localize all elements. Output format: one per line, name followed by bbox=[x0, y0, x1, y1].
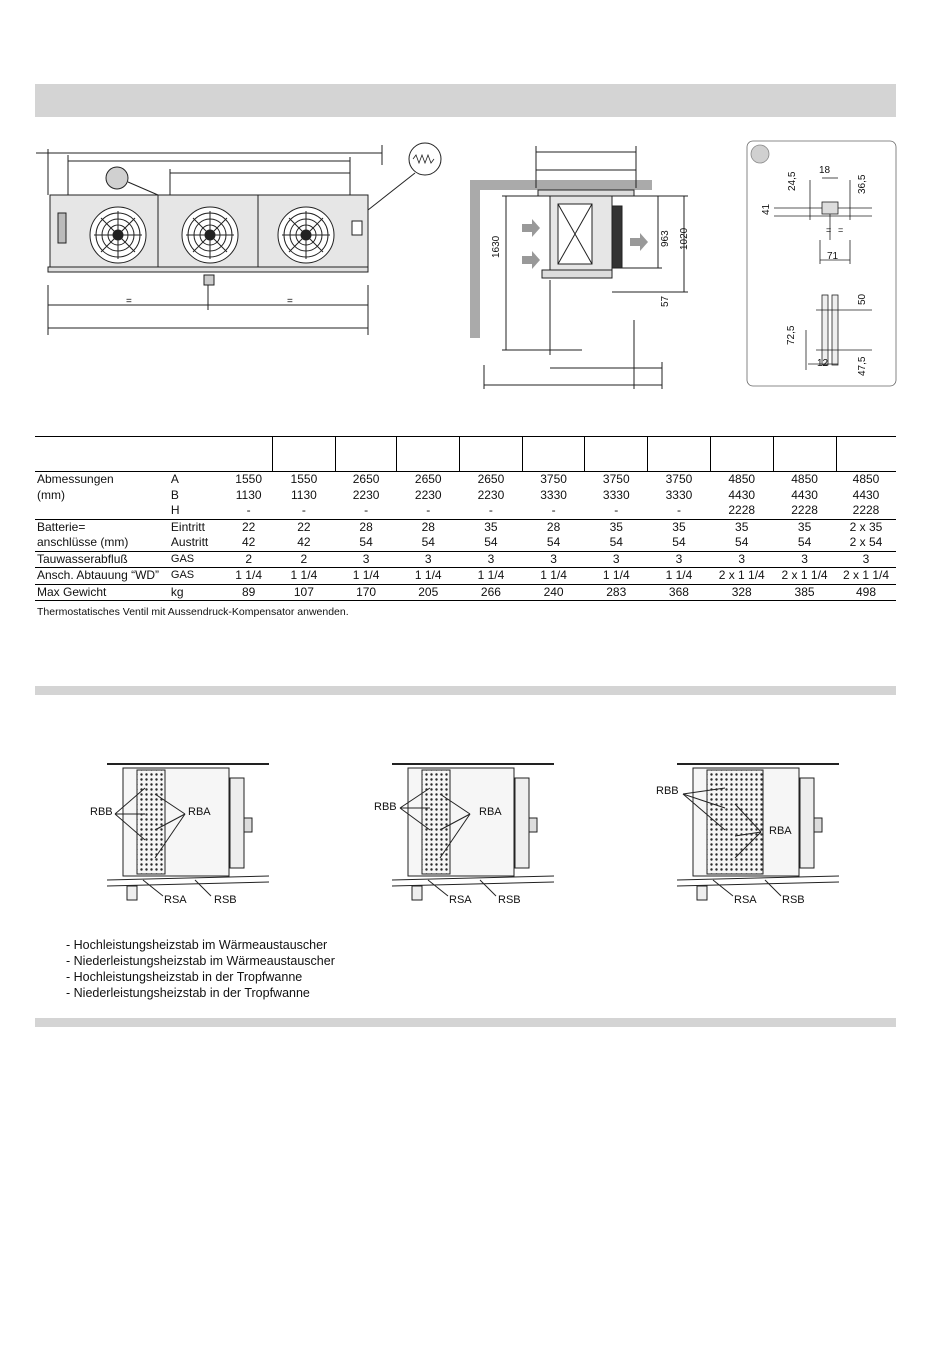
table-note: Thermostatisches Ventil mit Aussendruck-Kompensator anwenden. bbox=[37, 606, 349, 618]
table-row bbox=[35, 584, 896, 601]
table-cell: 1 1/4 bbox=[397, 568, 460, 585]
table-cell: 3 bbox=[460, 551, 523, 568]
table-cell: 22 bbox=[241, 519, 256, 534]
legend-item: - Hochleistungsheizstab im Wärmeaustauscher bbox=[66, 938, 328, 952]
table-cell: 3 bbox=[773, 551, 836, 568]
table-cell: 3750 bbox=[665, 472, 693, 487]
table-cell: - bbox=[585, 503, 648, 519]
table-cell: 3330 bbox=[665, 487, 693, 502]
electrical-box-icon bbox=[352, 221, 362, 235]
fan-icon bbox=[90, 207, 146, 263]
table-cell: 54 bbox=[585, 535, 648, 551]
table-cell: 1 1/4 bbox=[225, 568, 273, 585]
dim-18: 18 bbox=[819, 165, 831, 176]
table-cell: 3750 bbox=[602, 472, 630, 487]
heater-diagrams bbox=[85, 758, 885, 913]
dim-36-5: 36,5 bbox=[857, 174, 868, 194]
callout-circle bbox=[106, 167, 128, 189]
table-cell: 3 bbox=[522, 551, 585, 568]
table-cell: 54 bbox=[335, 535, 397, 551]
row-sub-label: Eintritt bbox=[170, 519, 205, 534]
table-cell: - bbox=[225, 503, 273, 519]
fan-icon bbox=[278, 207, 334, 263]
table-cell: 54 bbox=[460, 535, 523, 551]
table-cell: 3330 bbox=[602, 487, 630, 502]
table-cell: 2 bbox=[273, 551, 336, 568]
table-cell: - bbox=[397, 503, 460, 519]
dim-1020: 1020 bbox=[679, 227, 690, 250]
detail-view-drawing bbox=[746, 140, 898, 388]
table-cell: 368 bbox=[648, 584, 711, 601]
row-label: Ansch. Abtauung “WD” bbox=[35, 568, 169, 585]
table-cell: 89 bbox=[225, 584, 273, 601]
dim-57: 57 bbox=[660, 295, 671, 307]
label-rbb: RBB bbox=[656, 785, 679, 797]
table-cell: 42 bbox=[273, 535, 336, 551]
label-rsb: RSB bbox=[214, 894, 237, 906]
table-cell: 266 bbox=[460, 584, 523, 601]
table-cell: 2 x 54 bbox=[836, 535, 896, 551]
dim-71: 71 bbox=[827, 251, 839, 262]
table-cell: 2 x 1 1/4 bbox=[773, 568, 836, 585]
table-cell: 2650 bbox=[414, 472, 442, 487]
table-row bbox=[35, 503, 896, 519]
dim-963: 963 bbox=[660, 230, 671, 247]
table-row bbox=[35, 519, 896, 535]
table-cell: - bbox=[522, 503, 585, 519]
detail-callout-circle bbox=[751, 145, 769, 163]
table-cell: 3 bbox=[335, 551, 397, 568]
table-cell: 1550 bbox=[290, 472, 318, 487]
airflow-arrow-icon bbox=[630, 233, 648, 251]
table-cell: 2230 bbox=[477, 487, 505, 502]
legend-item: - Niederleistungsheizstab im Wärmeaustauscher bbox=[66, 954, 335, 968]
table-cell: 54 bbox=[710, 535, 773, 551]
bottom-equal-right: = bbox=[287, 296, 293, 307]
section-header-band-3 bbox=[35, 1018, 896, 1027]
table-cell: 2228 bbox=[773, 503, 836, 519]
table-cell: - bbox=[335, 503, 397, 519]
table-cell: 240 bbox=[522, 584, 585, 601]
table-cell: 35 bbox=[484, 519, 498, 534]
front-view-drawing bbox=[30, 135, 450, 350]
table-cell: - bbox=[648, 503, 711, 519]
table-cell: 2 x 1 1/4 bbox=[710, 568, 773, 585]
label-rbb: RBB bbox=[374, 801, 397, 813]
table-cell: 107 bbox=[273, 584, 336, 601]
label-rsa: RSA bbox=[734, 894, 757, 906]
dim-1630: 1630 bbox=[491, 235, 502, 258]
table-cell: 2 bbox=[225, 551, 273, 568]
table-cell: 1130 bbox=[235, 487, 262, 502]
table-cell: 54 bbox=[397, 535, 460, 551]
table-cell: 42 bbox=[225, 535, 273, 551]
dim-41: 41 bbox=[761, 203, 772, 215]
table-cell: 54 bbox=[773, 535, 836, 551]
valve-icon bbox=[58, 213, 66, 243]
table-cell: 1 1/4 bbox=[335, 568, 397, 585]
table-cell: 28 bbox=[546, 519, 561, 534]
table-cell: 22 bbox=[297, 519, 311, 534]
side-view-drawing bbox=[462, 140, 702, 390]
table-cell: 3 bbox=[585, 551, 648, 568]
table-header-row bbox=[35, 437, 896, 472]
table-cell: 3 bbox=[397, 551, 460, 568]
table-cell: 4850 bbox=[852, 472, 880, 487]
dim-50: 50 bbox=[857, 293, 868, 305]
row-sub-label: Austritt bbox=[169, 535, 225, 551]
table-cell: 4430 bbox=[791, 487, 818, 502]
table-cell: 385 bbox=[773, 584, 836, 601]
dim-72-5: 72,5 bbox=[786, 325, 797, 345]
table-cell: 3330 bbox=[540, 487, 567, 502]
table-cell: 328 bbox=[710, 584, 773, 601]
table-cell: 1 1/4 bbox=[585, 568, 648, 585]
fan-icon bbox=[182, 207, 238, 263]
legend-item: - Hochleistungsheizstab in der Tropfwanne bbox=[66, 970, 303, 984]
heater-diagram-2 bbox=[392, 764, 554, 900]
table-cell: 35 bbox=[735, 519, 749, 534]
table-cell: 1550 bbox=[235, 472, 262, 487]
airflow-arrow-icon bbox=[522, 219, 540, 237]
table-cell: 2230 bbox=[414, 487, 442, 502]
table-cell: 1130 bbox=[290, 487, 317, 502]
table-cell: 1 1/4 bbox=[648, 568, 711, 585]
table-cell: 3 bbox=[648, 551, 711, 568]
section-header-band-2 bbox=[35, 686, 896, 695]
table-row bbox=[35, 551, 896, 568]
heater-diagram-1 bbox=[107, 764, 269, 900]
airflow-arrow-icon bbox=[522, 251, 540, 269]
label-rsb: RSB bbox=[498, 894, 521, 906]
row-sub-label: kg bbox=[169, 584, 225, 601]
row-label: (mm) bbox=[37, 487, 65, 502]
table-row bbox=[35, 535, 896, 551]
table-cell: 54 bbox=[648, 535, 711, 551]
row-sub-label: A bbox=[170, 472, 179, 487]
dim-47-5: 47,5 bbox=[857, 356, 868, 376]
table-cell: 35 bbox=[672, 519, 686, 534]
table-cell: 4850 bbox=[791, 472, 818, 487]
label-rsa: RSA bbox=[164, 894, 187, 906]
label-rsa: RSA bbox=[449, 894, 472, 906]
table-row bbox=[35, 568, 896, 585]
legend-item: - Niederleistungsheizstab in der Tropfwanne bbox=[66, 986, 310, 1000]
table-row bbox=[35, 472, 896, 488]
spec-table bbox=[35, 436, 896, 601]
heater-legend bbox=[66, 937, 335, 1001]
row-label bbox=[35, 503, 169, 519]
row-sub-label: H bbox=[169, 503, 225, 519]
row-sub-label: GAS bbox=[169, 551, 225, 568]
table-cell: 1 1/4 bbox=[273, 568, 336, 585]
row-label: Abmessungen bbox=[37, 472, 114, 487]
heater-detail-callout bbox=[409, 143, 441, 175]
row-sub-label: B bbox=[170, 487, 179, 502]
row-label: Batterie= bbox=[37, 519, 86, 534]
row-label: Tauwasserabfluß bbox=[35, 551, 169, 568]
table-cell: 1 1/4 bbox=[522, 568, 585, 585]
table-cell: 4430 bbox=[728, 487, 756, 502]
bottom-equal-left: = bbox=[126, 296, 132, 307]
table-cell: 3 bbox=[710, 551, 773, 568]
table-cell: 28 bbox=[359, 519, 373, 534]
table-cell: 283 bbox=[585, 584, 648, 601]
table-row bbox=[35, 488, 896, 504]
label-rba: RBA bbox=[769, 825, 792, 837]
table-cell: 3 bbox=[836, 551, 896, 568]
table-cell: 28 bbox=[421, 519, 435, 534]
row-label: Max Gewicht bbox=[35, 584, 169, 601]
table-cell: 54 bbox=[522, 535, 585, 551]
table-cell: - bbox=[460, 503, 523, 519]
section-header-band-1 bbox=[35, 84, 896, 117]
dim-eq2: = bbox=[838, 225, 844, 235]
table-cell: 2 x 1 1/4 bbox=[836, 568, 896, 585]
table-cell: 2650 bbox=[477, 472, 505, 487]
table-cell: 1 1/4 bbox=[460, 568, 523, 585]
label-rbb: RBB bbox=[90, 806, 113, 818]
table-cell: 2228 bbox=[836, 503, 896, 519]
label-rba: RBA bbox=[188, 806, 211, 818]
table-cell: 2228 bbox=[710, 503, 773, 519]
table-cell: - bbox=[273, 503, 336, 519]
table-cell: 2650 bbox=[352, 472, 380, 487]
dim-12: 12 bbox=[817, 358, 829, 369]
table-cell: 498 bbox=[836, 584, 896, 601]
row-label: anschlüsse (mm) bbox=[35, 535, 169, 551]
table-cell: 35 bbox=[797, 519, 812, 534]
heater-diagram-3 bbox=[677, 764, 839, 900]
row-sub-label: GAS bbox=[169, 568, 225, 585]
table-cell: 4850 bbox=[728, 472, 756, 487]
table-cell: 35 bbox=[609, 519, 623, 534]
table-cell: 205 bbox=[397, 584, 460, 601]
dim-eq: = bbox=[826, 225, 832, 235]
table-cell: 3750 bbox=[540, 472, 567, 487]
label-rba: RBA bbox=[479, 806, 502, 818]
table-cell: 4430 bbox=[852, 487, 880, 502]
dim-24-5: 24,5 bbox=[787, 171, 798, 191]
label-rsb: RSB bbox=[782, 894, 805, 906]
table-cell: 2230 bbox=[352, 487, 380, 502]
table-cell: 2 x 35 bbox=[849, 519, 883, 534]
table-cell: 170 bbox=[335, 584, 397, 601]
